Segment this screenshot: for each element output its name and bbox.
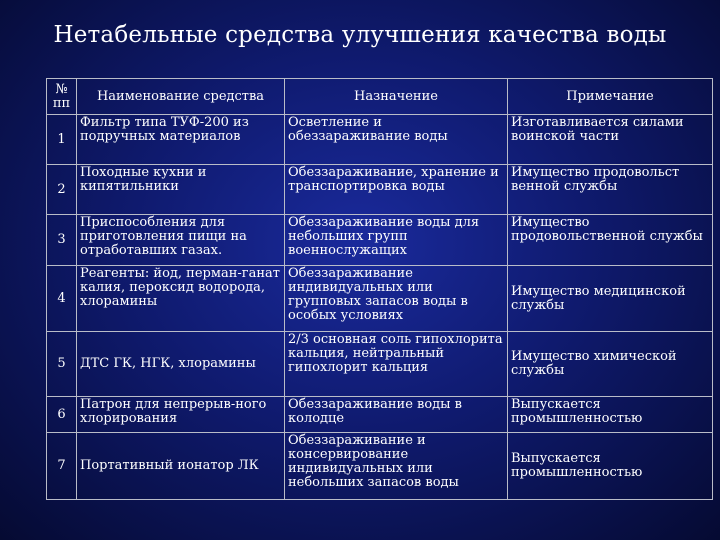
table-row: [47, 215, 713, 265]
row-note: Имущество медицинской службы: [508, 265, 713, 332]
table-row: [47, 164, 713, 214]
row-name: Приспособления для приготовления пищи на отработавших газах.: [77, 215, 285, 265]
row-name: Портативный ионатор ЛК: [77, 433, 285, 500]
page-title: Нетабельные средства улучшения качества воды: [53, 22, 667, 48]
header-num: № пп: [47, 79, 77, 115]
row-purpose: Обеззараживание воды в колодце: [285, 396, 508, 432]
row-name: ДТС ГК, НГК, хлорамины: [77, 332, 285, 397]
row-num: 3: [47, 215, 77, 265]
header-purpose: Назначение: [285, 79, 508, 115]
header-note: Примечание: [508, 79, 713, 115]
row-note: Имущество продовольст венной службы: [508, 164, 713, 214]
row-name: Фильтр типа ТУФ-200 из подручных материалов: [77, 115, 285, 164]
row-purpose: Осветление и обеззараживание воды: [285, 115, 508, 164]
row-num: 6: [47, 396, 77, 432]
row-note: Изготавливается силами воинской части: [508, 115, 713, 164]
header-name: Наименование средства: [77, 79, 285, 115]
table-header-row: [47, 79, 713, 115]
row-num: 1: [47, 115, 77, 164]
table-row: [47, 332, 713, 397]
row-note: Выпускается промышленностью: [508, 396, 713, 432]
table-row: [47, 265, 713, 332]
table-row: [47, 115, 713, 164]
row-name: Походные кухни и кипятильники: [77, 164, 285, 214]
water-treatment-table: [46, 78, 713, 500]
row-purpose: Обеззараживание воды для небольших групп военнослужащих: [285, 215, 508, 265]
row-num: 5: [47, 332, 77, 397]
row-note: Имущество химической службы: [508, 332, 713, 397]
row-name: Патрон для непрерыв-ного хлорирования: [77, 396, 285, 432]
row-purpose: Обеззараживание индивидуальных или групповых запасов воды в особых условиях: [285, 265, 508, 332]
row-name: Реагенты: йод, перман-ганат калия, пероксид водорода, хлорамины: [77, 265, 285, 332]
table-row: [47, 396, 713, 432]
table-row: [47, 433, 713, 500]
row-purpose: Обеззараживание и консервирование индивидуальных или небольших запасов воды: [285, 433, 508, 500]
row-note: Имущество продовольственной службы: [508, 215, 713, 265]
row-num: 2: [47, 164, 77, 214]
row-num: 7: [47, 433, 77, 500]
row-num: 4: [47, 265, 77, 332]
row-purpose: 2/3 основная соль гипохлорита кальция, нейтральный гипохлорит кальция: [285, 332, 508, 397]
row-note: Выпускается промышленностью: [508, 433, 713, 500]
row-purpose: Обеззараживание, хранение и транспортировка воды: [285, 164, 508, 214]
